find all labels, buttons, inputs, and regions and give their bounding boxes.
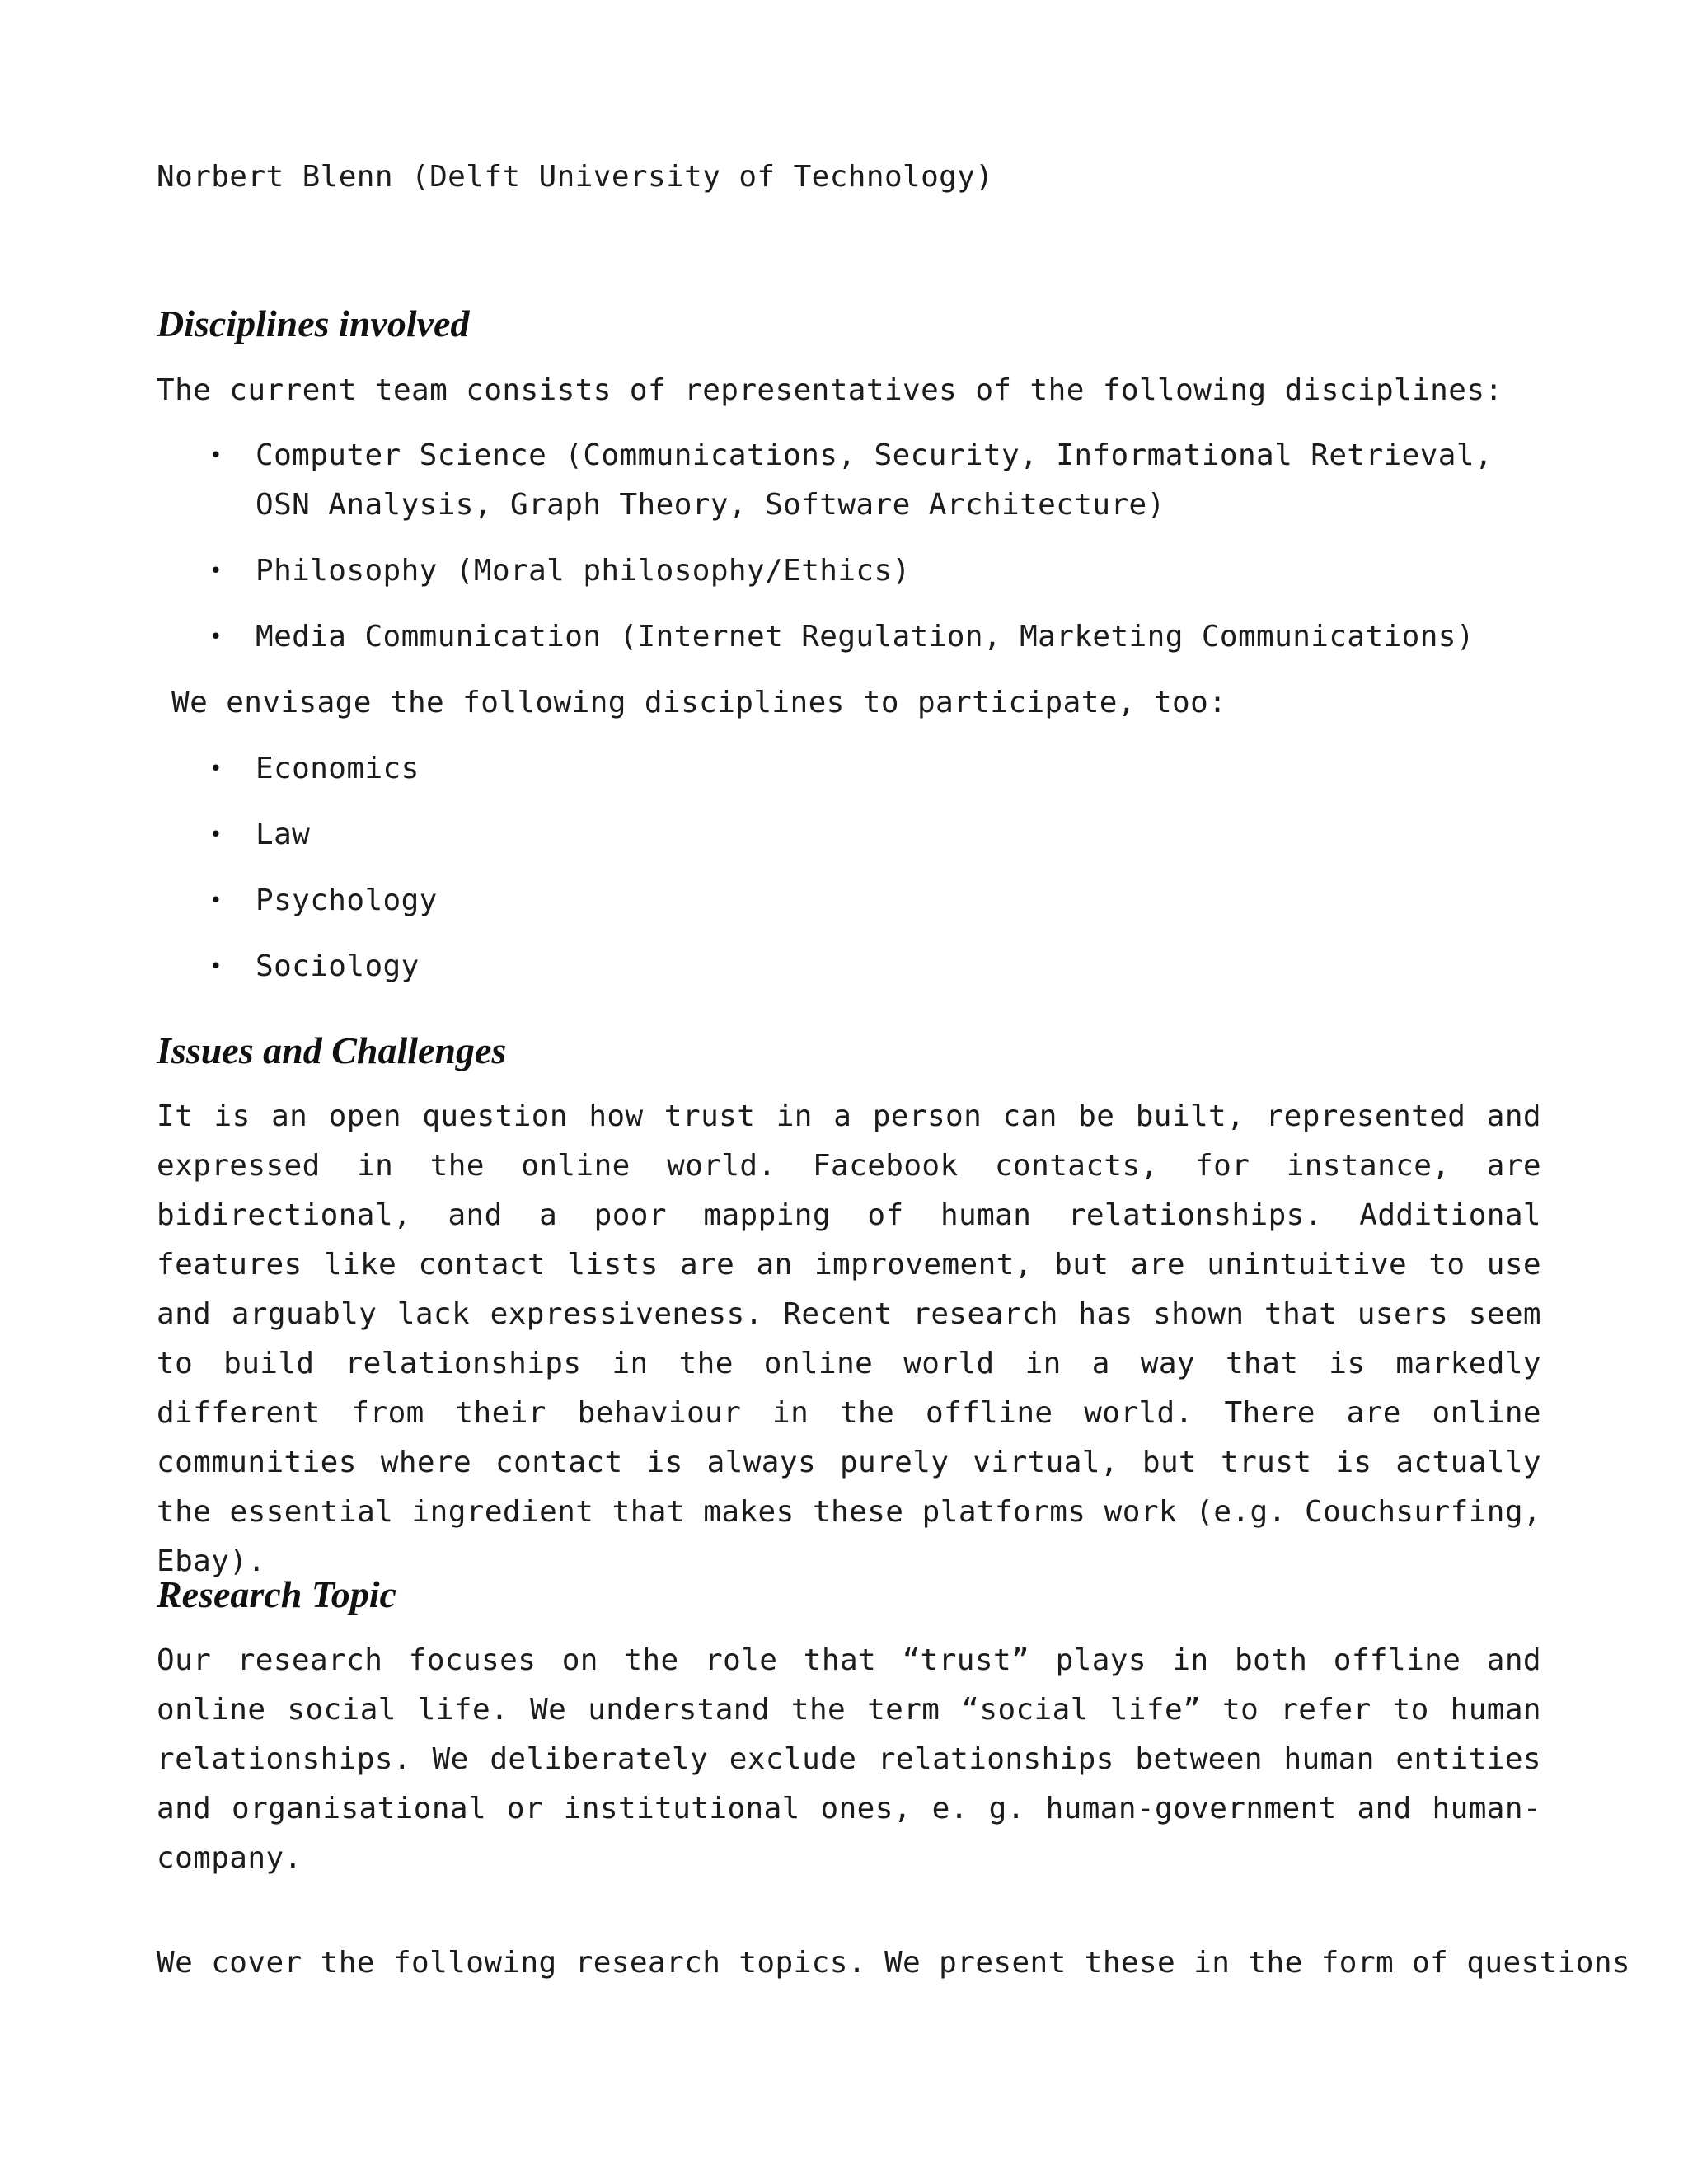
list-item-text: Psychology bbox=[256, 883, 438, 917]
list-item bbox=[157, 744, 1550, 794]
research-closing-line: We cover the following research topics. We present these in the form of questions bbox=[157, 1946, 1630, 1980]
bullet-icon: • bbox=[209, 954, 223, 979]
list-item-text: Philosophy (Moral philosophy/Ethics) bbox=[256, 554, 911, 588]
research-heading: Research Topic bbox=[157, 1573, 396, 1615]
envisaged-disciplines-list bbox=[157, 744, 1550, 1008]
author-line: Norbert Blenn (Delft University of Technology) bbox=[157, 160, 994, 194]
list-item bbox=[157, 810, 1550, 860]
list-item bbox=[157, 431, 1550, 530]
bullet-icon: • bbox=[209, 625, 223, 649]
list-item-text: Economics bbox=[256, 752, 420, 785]
disciplines-heading: Disciplines involved bbox=[157, 302, 470, 344]
list-item bbox=[157, 942, 1550, 991]
list-item-text: Media Communication (Internet Regulation, Marketing Communications) bbox=[256, 620, 1475, 654]
issues-paragraph: It is an open question how trust in a person can be built, represented and expressed in the online world. Facebook contacts, for instance, are bidirectional, and a poor mapping of human relationships. Additional features like contact lists are an improvement, but are unintuitive to use and arguably lack expressiveness. Recent research has shown that users seem to build relationships in the online world in a way that is markedly different from their behaviour in the offline world. There are online communities where contact is always purely virtual, but trust is actually the essential ingredient that makes these platforms work (e.g. Couchsurfing, Ebay). bbox=[157, 1099, 1541, 1578]
bullet-icon: • bbox=[209, 888, 223, 913]
issues-heading: Issues and Challenges bbox=[157, 1029, 507, 1071]
research-paragraph: Our research focuses on the role that “trust” plays in both offline and online social life. We understand the term “social life” to refer to human relationships. We deliberately exclude relationships between human entities and organisational or institutional ones, e. g. human-government and human-company. bbox=[157, 1643, 1541, 1875]
disciplines-intro: The current team consists of representatives of the following disciplines: bbox=[157, 373, 1503, 407]
envisage-intro: We envisage the following disciplines to participate, too: bbox=[171, 686, 1227, 719]
bullet-icon: • bbox=[209, 757, 223, 781]
bullet-icon: • bbox=[209, 443, 223, 468]
list-item bbox=[157, 876, 1550, 926]
list-item bbox=[157, 546, 1550, 596]
list-item bbox=[157, 612, 1550, 662]
list-item-text: Sociology bbox=[256, 949, 420, 983]
current-disciplines-list bbox=[157, 431, 1550, 678]
bullet-icon: • bbox=[209, 823, 223, 847]
bullet-icon: • bbox=[209, 559, 223, 583]
list-item-text: Computer Science (Communications, Security, Informational Retrieval, OSN Analysis, Graph Theory, Software Architecture) bbox=[256, 438, 1493, 522]
list-item-text: Law bbox=[256, 818, 311, 851]
